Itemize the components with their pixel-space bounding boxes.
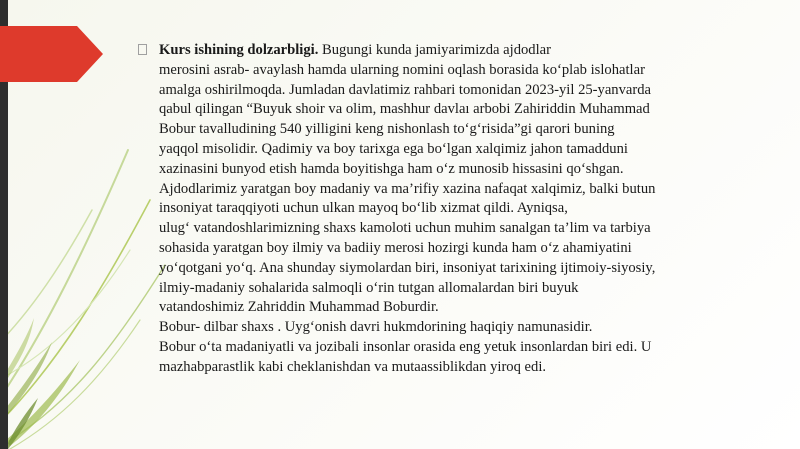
text-line: insoniyat taraqqiyoti uchun ulkan mayoq bo‘lib xizmat qildi. Ayniqsa, [159, 200, 568, 217]
text-line-content: Bugungi kunda jamiyarimizda ajdodlar [318, 42, 551, 58]
text-line [159, 41, 759, 61]
text-line: ilmiy-madaniy sohalarida salmoqli o‘rin tutgan allomalardan biri buyuk [159, 279, 579, 296]
heading-label: Kurs ishining dolzarbligi. [159, 42, 319, 58]
text-line: sohasida yaratgan boy ilmiy va badiiy merosi hozirgi kunda ham o‘z ahamiyatini [159, 239, 632, 256]
body-text [159, 41, 759, 378]
text-line: xazinasini bunyod etish hamda boyitishga ham o‘z munosib hissasini qo‘shgan. [159, 160, 624, 177]
leaf-strands-decoration [2, 150, 165, 449]
text-line: merosini asrab- avaylash hamda ularning nomini oqlash borasida ko‘plab islohatlar [159, 61, 645, 78]
text-line: vatandoshimiz Zahriddin Muhammad Boburdir. [159, 299, 439, 316]
text-line: yaqqol misolidir. Qadimiy va boy tarixga ega bo‘lgan xalqimiz jahon tamadduni [159, 140, 628, 157]
red-arrow-shape [0, 26, 103, 82]
text-line: Bobur tavalludining 540 yilligini keng nishonlash to‘g‘risida”gi qarori buning [159, 121, 615, 138]
text-line: Bobur- dilbar shaxs . Uyg‘onish davri hukmdorining haqiqiy namunasidir. [159, 319, 593, 336]
text-line: yo‘qotgani yo‘q. Ana shunday siymolardan biri, insoniyat tarixining ijtimoiy-siyosiy, [159, 259, 656, 276]
bullet-marker [138, 44, 147, 55]
text-line: qabul qilingan “Buyuk shoir va olim, mashhur davlaı arbobi Zahiriddin Muhammad [159, 101, 650, 118]
text-line: amalga oshirilmoqda. Jumladan davlatimiz rahbari tomonidan 2023-yil 25-yanvarda [159, 81, 651, 98]
text-line: Bobur o‘ta madaniyatli va jozibali insonlar orasida eng yetuk insonlardan biri edi. U [159, 338, 652, 355]
text-line: ulug‘ vatandoshlarimizning shaxs kamoloti uchun muhim sanalgan ta’lim va tarbiya [159, 220, 651, 237]
text-line: mazhabparastlik kabi cheklanishdan va mutaassiblikdan yiroq edi. [159, 358, 547, 375]
text-line: Ajdodlarimiz yaratgan boy madaniy va ma’rifiy xazina nafaqat xalqimiz, balki butun [159, 180, 656, 197]
